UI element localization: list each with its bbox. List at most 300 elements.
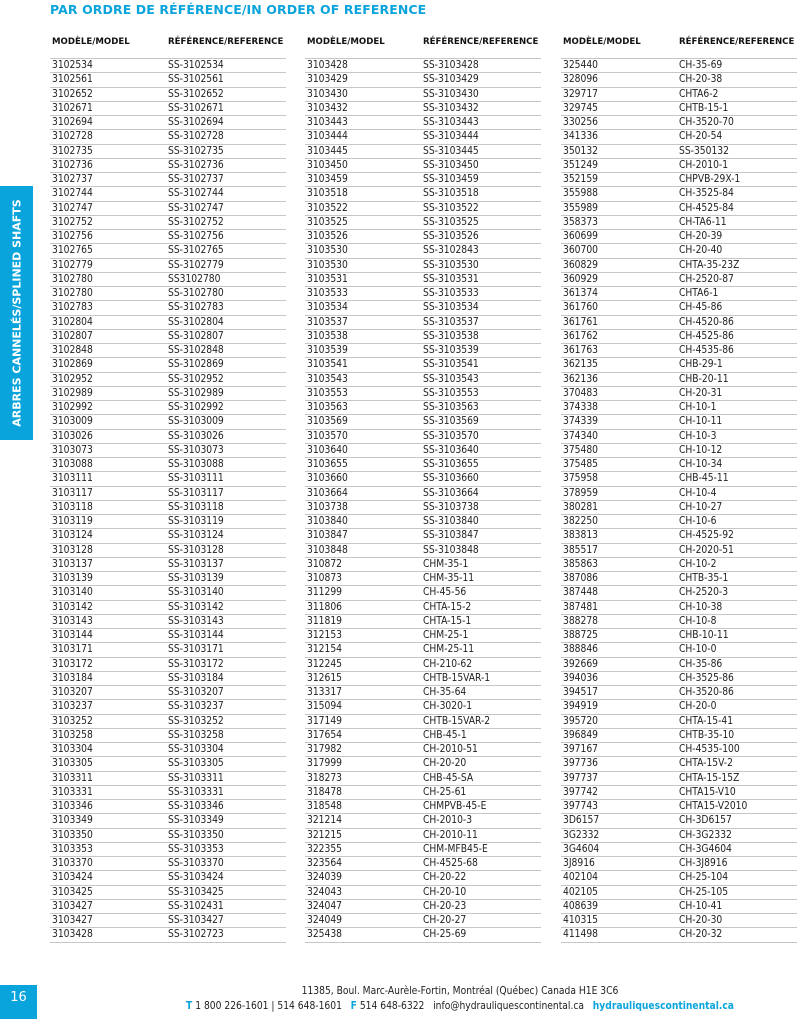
- model-cell: 370483: [563, 387, 598, 399]
- table-row: [561, 357, 797, 371]
- model-cell: 3103184: [52, 672, 93, 684]
- model-cell: 3102869: [52, 359, 93, 371]
- reference-cell: CH-4525-86: [679, 330, 734, 342]
- reference-cell: SS-3103738: [423, 501, 479, 513]
- reference-cell: SS-3102534: [168, 60, 224, 71]
- table-row: [561, 642, 797, 656]
- table-row: [50, 400, 286, 414]
- table-row: [561, 243, 797, 257]
- reference-cell: SS-3103305: [168, 758, 224, 770]
- reference-cell: CH-20-30: [679, 915, 723, 926]
- reference-cell: CH-35-64: [423, 687, 467, 698]
- table-row: [50, 571, 286, 585]
- table-row: [305, 799, 541, 813]
- reference-cell: SS-3102561: [168, 74, 224, 86]
- table-row: [50, 585, 286, 599]
- table-row: [305, 144, 541, 158]
- model-cell: 3G2332: [563, 829, 600, 841]
- table-row: [50, 813, 286, 827]
- model-cell: 3103530: [307, 259, 348, 271]
- model-cell: 382250: [563, 516, 598, 527]
- model-cell: 355988: [563, 188, 598, 200]
- table-row: [50, 885, 286, 899]
- model-cell: 362135: [563, 359, 598, 371]
- table-row: [561, 443, 797, 457]
- reference-cell: SS-3102431: [168, 900, 224, 912]
- reference-cell: CHM-25-11: [423, 644, 475, 656]
- table-row: [561, 72, 797, 86]
- reference-cell: SS-3103143: [168, 615, 224, 627]
- reference-cell: SS-3103533: [423, 288, 479, 299]
- reference-cell: CH-10-34: [679, 459, 723, 470]
- table-row: [305, 429, 541, 443]
- model-cell: 3103119: [52, 516, 93, 527]
- reference-cell: CHMPVB-45-E: [423, 801, 487, 812]
- table-row: [305, 571, 541, 585]
- reference-table-column-1: [50, 37, 286, 943]
- model-cell: 388846: [563, 644, 598, 656]
- reference-cell: CH-20-0: [679, 701, 717, 713]
- table-row: [305, 172, 541, 186]
- reference-cell: CH-3G4604: [679, 843, 732, 855]
- reference-cell: SS-3103353: [168, 843, 224, 855]
- reference-cell: CH-20-31: [679, 387, 723, 399]
- reference-cell: SS-3103427: [168, 915, 224, 926]
- model-cell: 394517: [563, 687, 598, 698]
- model-cell: 3102848: [52, 345, 93, 356]
- reference-cell: CH-25-61: [423, 786, 467, 798]
- table-header: [561, 37, 797, 58]
- reference-cell: SS-3103569: [423, 416, 479, 428]
- model-cell: 3103525: [307, 216, 348, 228]
- reference-cell: CH-10-11: [679, 416, 723, 428]
- table-row: [561, 87, 797, 101]
- reference-cell: CH-4525-84: [679, 202, 734, 214]
- model-cell: 325438: [307, 929, 342, 941]
- model-cell: 3102780: [52, 288, 93, 299]
- reference-cell: SS-3103428: [423, 60, 479, 71]
- reference-cell: CH-3520-86: [679, 687, 734, 698]
- model-cell: 328096: [563, 74, 598, 86]
- model-cell: 3102780: [52, 273, 93, 285]
- model-cell: 397736: [563, 758, 598, 770]
- table-row: [50, 172, 286, 186]
- page-number: 16: [10, 990, 27, 1005]
- table-row: [50, 657, 286, 671]
- table-row: [305, 543, 541, 557]
- reference-cell: CH-4525-68: [423, 858, 478, 869]
- table-row: [305, 557, 541, 571]
- table-row: [561, 343, 797, 357]
- model-cell: 318548: [307, 801, 342, 812]
- table-row: [50, 357, 286, 371]
- reference-cell: SS-3103370: [168, 858, 224, 869]
- table-row: [50, 671, 286, 685]
- table-row: [305, 457, 541, 471]
- reference-cell: CH-20-54: [679, 131, 723, 143]
- table-row: [305, 443, 541, 457]
- reference-cell: SS-3103459: [423, 174, 479, 185]
- model-cell: 411498: [563, 929, 598, 941]
- table-row: [50, 158, 286, 172]
- model-cell: 388278: [563, 615, 598, 627]
- model-cell: 3102534: [52, 60, 93, 71]
- reference-cell: CH-210-62: [423, 658, 473, 670]
- model-cell: 3103111: [52, 473, 93, 485]
- reference-cell: SS-3103124: [168, 530, 224, 542]
- reference-cell: SS-3103142: [168, 601, 224, 613]
- model-cell: 397167: [563, 744, 598, 755]
- model-cell: 3103207: [52, 687, 93, 698]
- model-cell: 402104: [563, 872, 598, 884]
- table-row: [561, 785, 797, 799]
- model-cell: 329717: [563, 88, 598, 100]
- table-row: [305, 215, 541, 229]
- model-cell: 3102783: [52, 302, 93, 314]
- reference-cell: CHB-45-SA: [423, 772, 474, 784]
- model-cell: 3103428: [307, 60, 348, 71]
- reference-cell: SS-3103026: [168, 430, 224, 442]
- model-cell: 374339: [563, 416, 598, 428]
- reference-cell: SS-3102804: [168, 316, 224, 328]
- reference-cell: SS-3103128: [168, 544, 224, 556]
- table-row: [305, 315, 541, 329]
- reference-cell: SS-3102694: [168, 117, 224, 128]
- reference-cell: CH-20-20: [423, 758, 467, 770]
- model-cell: 3102989: [52, 387, 93, 399]
- table-row: [305, 913, 541, 927]
- table-row: [561, 685, 797, 699]
- reference-header: RÉFÉRENCE/REFERENCE: [423, 37, 539, 47]
- model-cell: 3103428: [52, 929, 93, 941]
- table-row: [50, 386, 286, 400]
- model-cell: 3103530: [307, 245, 348, 257]
- model-cell: 3103450: [307, 159, 348, 171]
- table-row: [305, 386, 541, 400]
- model-cell: 312153: [307, 630, 342, 641]
- table-row: [561, 414, 797, 428]
- model-cell: 3103444: [307, 131, 348, 143]
- reference-cell: SS-3102752: [168, 216, 224, 228]
- table-row: [50, 714, 286, 728]
- model-cell: 3102756: [52, 231, 93, 242]
- reference-cell: SS-3103430: [423, 88, 479, 100]
- reference-cell: CHB-10-11: [679, 630, 729, 641]
- reference-cell: SS-3103530: [423, 259, 479, 271]
- table-row: [561, 913, 797, 927]
- table-row: [561, 400, 797, 414]
- model-cell: 408639: [563, 900, 598, 912]
- reference-cell: SS-3102807: [168, 330, 224, 342]
- reference-cell: SS-3103518: [423, 188, 479, 200]
- reference-cell: CH-20-22: [423, 872, 467, 884]
- model-cell: 3103533: [307, 288, 348, 299]
- table-row: [561, 657, 797, 671]
- model-cell: 396849: [563, 729, 598, 741]
- model-cell: 394036: [563, 672, 598, 684]
- table-row: [561, 885, 797, 899]
- reference-cell: CHTA15-V2010: [679, 801, 748, 812]
- reference-cell: SS-3103088: [168, 459, 224, 470]
- website-link[interactable]: hydrauliquescontinental.ca: [592, 1001, 734, 1012]
- reference-cell: SS-350132: [679, 145, 729, 157]
- table-row: [305, 400, 541, 414]
- table-header: [50, 37, 286, 58]
- model-cell: 3103118: [52, 501, 93, 513]
- reference-cell: SS-3102780: [168, 288, 224, 299]
- model-cell: 311299: [307, 587, 342, 599]
- reference-cell: SS-3102735: [168, 145, 224, 157]
- model-cell: 3103140: [52, 587, 93, 599]
- model-cell: 3103537: [307, 316, 348, 328]
- table-row: [561, 528, 797, 542]
- model-cell: 3102804: [52, 316, 93, 328]
- reference-cell: CHTB-15-1: [679, 102, 729, 114]
- reference-cell: SS-3102671: [168, 102, 224, 114]
- table-row: [305, 870, 541, 884]
- table-row: [305, 671, 541, 685]
- reference-cell: CH-4535-86: [679, 345, 734, 356]
- model-cell: 361761: [563, 316, 598, 328]
- table-row: [561, 728, 797, 742]
- reference-cell: CHM-35-1: [423, 558, 469, 570]
- model-header: MODÈLE/MODEL: [307, 37, 385, 47]
- reference-cell: CHTA-15-41: [679, 715, 734, 727]
- model-cell: 375958: [563, 473, 598, 485]
- table-row: [50, 771, 286, 785]
- reference-cell: SS-3103553: [423, 387, 479, 399]
- table-row: [305, 771, 541, 785]
- model-header: MODÈLE/MODEL: [563, 37, 641, 47]
- model-cell: 310873: [307, 573, 342, 584]
- model-cell: 3103311: [52, 772, 93, 784]
- table-row: [50, 329, 286, 343]
- table-row: [305, 600, 541, 614]
- reference-cell: SS-3103119: [168, 516, 224, 527]
- table-row: [305, 628, 541, 642]
- table-body: [561, 58, 797, 943]
- model-cell: 375485: [563, 459, 598, 470]
- table-row: [561, 58, 797, 72]
- table-row: [50, 315, 286, 329]
- model-cell: 3103541: [307, 359, 348, 371]
- model-cell: 3103237: [52, 701, 93, 713]
- reference-cell: CH-3G2332: [679, 829, 732, 841]
- reference-cell: SS-3103429: [423, 74, 479, 86]
- model-cell: 3103349: [52, 815, 93, 827]
- reference-cell: SS-3102728: [168, 131, 224, 143]
- model-cell: 3103848: [307, 544, 348, 556]
- model-cell: 3103346: [52, 801, 93, 812]
- table-row: [561, 699, 797, 713]
- model-cell: 324049: [307, 915, 342, 926]
- table-row: [305, 72, 541, 86]
- table-row: [50, 372, 286, 386]
- reference-cell: SS-3103117: [168, 487, 224, 499]
- reference-cell: SS-3103522: [423, 202, 479, 214]
- reference-cell: CHB-45-1: [423, 729, 467, 741]
- model-cell: 341336: [563, 131, 598, 143]
- reference-cell: CH-20-39: [679, 231, 723, 242]
- reference-cell: CHTA15-V10: [679, 786, 736, 798]
- model-cell: 3102747: [52, 202, 93, 214]
- reference-cell: SS-3103539: [423, 345, 479, 356]
- table-row: [50, 144, 286, 158]
- table-row: [561, 457, 797, 471]
- table-row: [50, 742, 286, 756]
- table-row: [305, 927, 541, 941]
- model-cell: 3103531: [307, 273, 348, 285]
- reference-cell: SS-3103660: [423, 473, 479, 485]
- reference-cell: SS-3102869: [168, 359, 224, 371]
- model-cell: 3103569: [307, 416, 348, 428]
- table-row: [305, 728, 541, 742]
- model-cell: 3103142: [52, 601, 93, 613]
- table-row: [305, 828, 541, 842]
- model-cell: 361762: [563, 330, 598, 342]
- table-row: [561, 756, 797, 770]
- table-row: [305, 899, 541, 913]
- reference-cell: SS-3103073: [168, 444, 224, 456]
- model-cell: 397737: [563, 772, 598, 784]
- table-row: [561, 585, 797, 599]
- reference-cell: SS-3103350: [168, 829, 224, 841]
- table-row: [561, 571, 797, 585]
- model-cell: 3G4604: [563, 843, 600, 855]
- table-row: [305, 714, 541, 728]
- reference-cell: SS-3103346: [168, 801, 224, 812]
- table-row: [305, 372, 541, 386]
- reference-cell: CH-4520-86: [679, 316, 734, 328]
- table-row: [561, 201, 797, 215]
- table-row: [50, 201, 286, 215]
- table-row: [305, 657, 541, 671]
- reference-cell: SS-3103139: [168, 573, 224, 584]
- model-cell: 3103304: [52, 744, 93, 755]
- model-cell: 402105: [563, 886, 598, 898]
- table-row: [50, 628, 286, 642]
- model-cell: 3103172: [52, 658, 93, 670]
- model-cell: 325440: [563, 60, 598, 71]
- table-row: [305, 300, 541, 314]
- model-cell: 3102752: [52, 216, 93, 228]
- table-row: [561, 899, 797, 913]
- model-cell: 410315: [563, 915, 598, 926]
- model-cell: 311806: [307, 601, 342, 613]
- model-cell: 3103171: [52, 644, 93, 656]
- reference-cell: CH-3525-84: [679, 188, 734, 200]
- reference-cell: SS-3103840: [423, 516, 479, 527]
- table-row: [50, 600, 286, 614]
- model-cell: 388725: [563, 630, 598, 641]
- reference-cell: SS-3103525: [423, 216, 479, 228]
- email-link[interactable]: info@hydrauliquescontinental.ca: [433, 1001, 585, 1012]
- model-cell: 3103137: [52, 558, 93, 570]
- reference-cell: SS-3102992: [168, 402, 224, 413]
- reference-cell: CH-3525-86: [679, 672, 734, 684]
- table-row: [561, 856, 797, 870]
- reference-cell: SS-3103258: [168, 729, 224, 741]
- table-row: [50, 856, 286, 870]
- table-row: [561, 543, 797, 557]
- table-row: [305, 756, 541, 770]
- fax-label: F: [350, 1001, 357, 1012]
- model-cell: 3103305: [52, 758, 93, 770]
- model-cell: 317999: [307, 758, 342, 770]
- model-cell: 3102992: [52, 402, 93, 413]
- model-cell: 324039: [307, 872, 342, 884]
- table-row: [305, 286, 541, 300]
- reference-cell: CHB-45-11: [679, 473, 729, 485]
- reference-cell: SS-3103534: [423, 302, 479, 314]
- reference-cell: SS-3102736: [168, 159, 224, 171]
- model-cell: 3103522: [307, 202, 348, 214]
- reference-cell: SS-3103848: [423, 544, 479, 556]
- model-cell: 323564: [307, 858, 342, 869]
- model-cell: 312245: [307, 658, 342, 670]
- table-row: [50, 429, 286, 443]
- model-cell: 387086: [563, 573, 598, 584]
- reference-cell: SS-3102723: [168, 929, 224, 941]
- table-row: [305, 229, 541, 243]
- model-cell: 329745: [563, 102, 598, 114]
- reference-cell: SS-3103144: [168, 630, 224, 641]
- model-cell: 3103563: [307, 402, 348, 413]
- reference-cell: CHTA-15V-2: [679, 758, 733, 770]
- table-row: [50, 500, 286, 514]
- model-cell: 3103640: [307, 444, 348, 456]
- table-row: [50, 927, 286, 941]
- table-row: [305, 642, 541, 656]
- model-cell: 3103427: [52, 900, 93, 912]
- reference-cell: SS-3103526: [423, 231, 479, 242]
- model-cell: 358373: [563, 216, 598, 228]
- model-cell: 361763: [563, 345, 598, 356]
- table-row: [50, 258, 286, 272]
- model-cell: 330256: [563, 117, 598, 128]
- model-cell: 3102728: [52, 131, 93, 143]
- model-cell: 378959: [563, 487, 598, 499]
- reference-cell: CHTA-15-2: [423, 601, 472, 613]
- reference-cell: CHM-35-11: [423, 573, 475, 584]
- model-cell: 3102561: [52, 74, 93, 86]
- model-cell: 3102735: [52, 145, 93, 157]
- model-cell: 3103539: [307, 345, 348, 356]
- table-row: [50, 471, 286, 485]
- reference-cell: CH-10-38: [679, 601, 723, 613]
- table-row: [561, 172, 797, 186]
- table-row: [305, 258, 541, 272]
- reference-cell: CH-3520-70: [679, 117, 734, 128]
- reference-cell: CH-10-4: [679, 487, 717, 499]
- table-row: [305, 528, 541, 542]
- reference-cell: CHTA-15-15Z: [679, 772, 740, 784]
- reference-cell: SS-3103207: [168, 687, 224, 698]
- model-cell: 3103570: [307, 430, 348, 442]
- reference-cell: CH-2520-87: [679, 273, 734, 285]
- table-row: [50, 300, 286, 314]
- model-cell: 352159: [563, 174, 598, 185]
- table-header: [305, 37, 541, 58]
- table-row: [50, 186, 286, 200]
- reference-cell: SS-3103541: [423, 359, 479, 371]
- reference-cell: SS-3103172: [168, 658, 224, 670]
- table-row: [305, 614, 541, 628]
- reference-cell: SS-3103847: [423, 530, 479, 542]
- table-row: [561, 557, 797, 571]
- model-cell: 3103353: [52, 843, 93, 855]
- page-number-tab: [0, 985, 37, 1019]
